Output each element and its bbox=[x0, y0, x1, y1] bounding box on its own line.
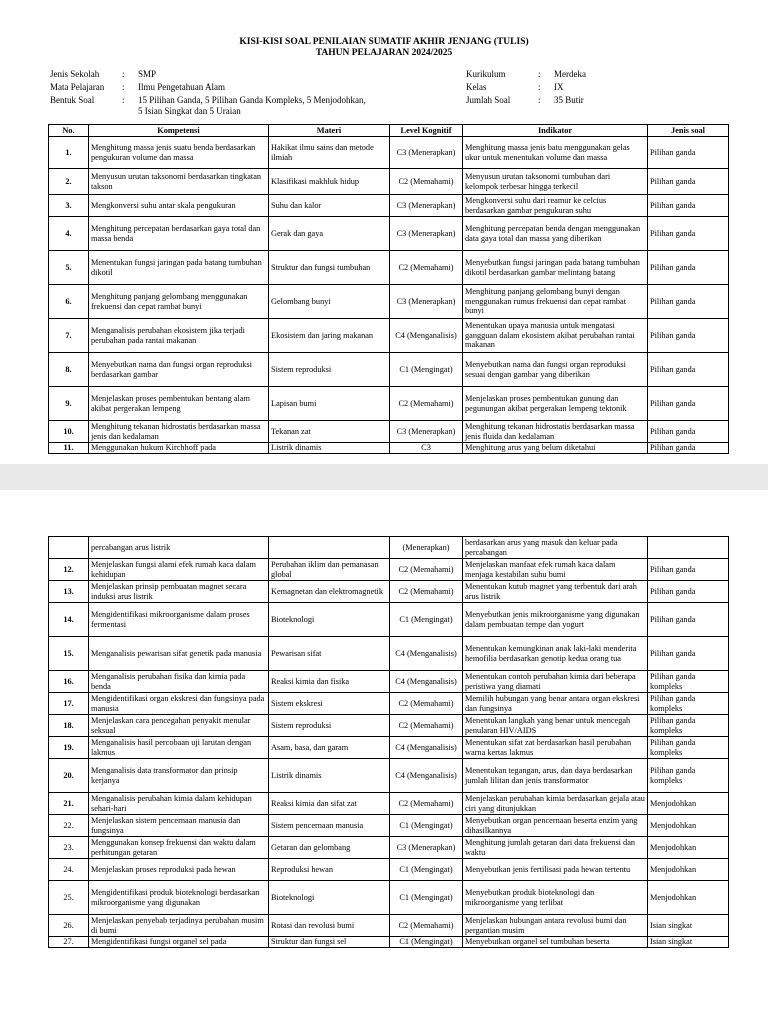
header-no: No. bbox=[49, 125, 89, 137]
info-colon: : bbox=[538, 95, 541, 105]
header-level-kognitif: Level Kognitif bbox=[390, 125, 463, 137]
table-row bbox=[49, 251, 729, 285]
cell-indikator: Menentukan sifat zat berdasarkan hasil perubahan warna kertas lakmus bbox=[463, 737, 648, 759]
cell-jenis-soal bbox=[648, 537, 729, 559]
table-row bbox=[49, 837, 729, 859]
cell-no: 20. bbox=[49, 759, 89, 793]
cell-level-kognitif: C2 (Memahami) bbox=[390, 169, 463, 195]
table-row bbox=[49, 169, 729, 195]
kisi-kisi-table-page-2 bbox=[48, 536, 729, 948]
cell-jenis-soal: Pilihan ganda bbox=[648, 387, 729, 421]
cell-kompetensi: Menggunakan konsep frekuensi dan waktu dalam perhitungan getaran bbox=[89, 837, 269, 859]
cell-no: 23. bbox=[49, 837, 89, 859]
cell-materi: Ekosistem dan jaring makanan bbox=[269, 319, 390, 353]
cell-indikator: berdasarkan arus yang masuk dan keluar pada percabangan bbox=[463, 537, 648, 559]
info-label: Kurikulum bbox=[466, 69, 506, 79]
cell-kompetensi: Menghitung panjang gelombang menggunakan frekuensi dan cepat rambat bunyi bbox=[89, 285, 269, 319]
cell-kompetensi: Menganalisis hasil percobaan uji larutan dengan lakmus bbox=[89, 737, 269, 759]
cell-no: 18. bbox=[49, 715, 89, 737]
cell-jenis-soal: Pilihan ganda kompleks bbox=[648, 737, 729, 759]
info-row bbox=[466, 82, 586, 93]
cell-level-kognitif: C1 (Mengingat) bbox=[390, 881, 463, 915]
cell-no: 21. bbox=[49, 793, 89, 815]
cell-level-kognitif: C2 (Memahami) bbox=[390, 715, 463, 737]
cell-no: 11. bbox=[49, 443, 89, 454]
table-row bbox=[49, 603, 729, 637]
cell-no: 1. bbox=[49, 137, 89, 169]
table-row bbox=[49, 285, 729, 319]
table-row bbox=[49, 421, 729, 443]
cell-indikator: Menghitung tekanan hidrostatis berdasarkan massa jenis fluida dan kedalaman bbox=[463, 421, 648, 443]
cell-materi: Pewarisan sifat bbox=[269, 637, 390, 671]
cell-level-kognitif: C3 (Menerapkan) bbox=[390, 285, 463, 319]
school-info bbox=[48, 67, 368, 119]
cell-jenis-soal: Menjodohkan bbox=[648, 837, 729, 859]
document-subtitle: TAHUN PELAJARAN 2024/2025 bbox=[315, 48, 453, 58]
table-row bbox=[49, 559, 729, 581]
cell-level-kognitif: C3 (Menerapkan) bbox=[390, 421, 463, 443]
cell-level-kognitif: C4 (Menganalisis) bbox=[390, 759, 463, 793]
cell-level-kognitif: (Menerapkan) bbox=[390, 537, 463, 559]
cell-jenis-soal: Menjodohkan bbox=[648, 793, 729, 815]
table-row bbox=[49, 217, 729, 251]
table-row bbox=[49, 915, 729, 937]
cell-indikator: Menentukan kemungkinan anak laki-laki menderita hemofilia berdasarkan genotip kedua orang tua bbox=[463, 637, 648, 671]
cell-indikator: Menentukan tegangan, arus, dan daya berdasarkan jumlah lilitan dan jenis transformator bbox=[463, 759, 648, 793]
cell-kompetensi: Menyusun urutan taksonomi berdasarkan tingkatan takson bbox=[89, 169, 269, 195]
cell-indikator: Menghitung massa jenis batu menggunakan gelas ukur untuk menentukan volume dan massa bbox=[463, 137, 648, 169]
cell-indikator: Memilih hubungan yang benar antara organ ekskresi dan fungsinya bbox=[463, 693, 648, 715]
table-row bbox=[49, 637, 729, 671]
table-row bbox=[49, 815, 729, 837]
cell-no bbox=[49, 537, 89, 559]
table-row bbox=[49, 353, 729, 387]
table-row bbox=[49, 859, 729, 881]
cell-level-kognitif: C2 (Memahami) bbox=[390, 559, 463, 581]
info-value: SMP bbox=[138, 69, 157, 79]
document-page-2 bbox=[0, 490, 768, 1024]
cell-jenis-soal: Pilihan ganda bbox=[648, 285, 729, 319]
cell-materi: Suhu dan kalor bbox=[269, 195, 390, 217]
cell-kompetensi: Menentukan fungsi jaringan pada batang tumbuhan dikotil bbox=[89, 251, 269, 285]
cell-level-kognitif: C3 (Menerapkan) bbox=[390, 195, 463, 217]
cell-materi: Rotasi dan revolusi bumi bbox=[269, 915, 390, 937]
info-row bbox=[50, 82, 366, 93]
cell-level-kognitif: C4 (Menganalisis) bbox=[390, 319, 463, 353]
cell-no: 13. bbox=[49, 581, 89, 603]
cell-no: 16. bbox=[49, 671, 89, 693]
info-row bbox=[50, 69, 366, 80]
cell-indikator: Menentukan kutub magnet yang terbentuk dari arah arus listrik bbox=[463, 581, 648, 603]
info-colon: : bbox=[122, 95, 125, 105]
cell-indikator: Menyebutkan fungsi jaringan pada batang tumbuhan dikotil berdasarkan gambar melintang batang bbox=[463, 251, 648, 285]
cell-jenis-soal: Pilihan ganda bbox=[648, 251, 729, 285]
cell-jenis-soal: Isian singkat bbox=[648, 915, 729, 937]
cell-materi: Hakikat ilmu sains dan metode ilmiah bbox=[269, 137, 390, 169]
cell-no: 6. bbox=[49, 285, 89, 319]
cell-materi: Struktur dan fungsi tumbuhan bbox=[269, 251, 390, 285]
cell-no: 9. bbox=[49, 387, 89, 421]
cell-level-kognitif: C2 (Memahami) bbox=[390, 581, 463, 603]
cell-level-kognitif: C4 (Menganalisis) bbox=[390, 671, 463, 693]
cell-no: 14. bbox=[49, 603, 89, 637]
cell-materi: Getaran dan gelombang bbox=[269, 837, 390, 859]
table-row bbox=[49, 581, 729, 603]
cell-jenis-soal: Pilihan ganda kompleks bbox=[648, 759, 729, 793]
cell-materi: Reproduksi hewan bbox=[269, 859, 390, 881]
cell-level-kognitif: C3 (Menerapkan) bbox=[390, 837, 463, 859]
cell-kompetensi: Menganalisis perubahan fisika dan kimia pada benda bbox=[89, 671, 269, 693]
cell-level-kognitif: C2 (Memahami) bbox=[390, 693, 463, 715]
info-label: Bentuk Soal bbox=[50, 95, 95, 105]
table-row bbox=[49, 793, 729, 815]
info-label: Kelas bbox=[466, 82, 487, 92]
cell-jenis-soal: Pilihan ganda bbox=[648, 353, 729, 387]
table-row bbox=[49, 137, 729, 169]
cell-kompetensi: Menghitung tekanan hidrostatis berdasarkan massa jenis dan kedalaman bbox=[89, 421, 269, 443]
info-row bbox=[50, 95, 366, 117]
cell-no: 22. bbox=[49, 815, 89, 837]
cell-no: 26. bbox=[49, 915, 89, 937]
info-colon: : bbox=[538, 82, 541, 92]
cell-no: 12. bbox=[49, 559, 89, 581]
info-value: IX bbox=[554, 82, 564, 92]
cell-indikator: Menghitung percepatan benda dengan menggunakan data gaya total dan massa yang diberikan bbox=[463, 217, 648, 251]
cell-jenis-soal: Pilihan ganda bbox=[648, 169, 729, 195]
cell-materi: Gerak dan gaya bbox=[269, 217, 390, 251]
cell-level-kognitif: C2 (Memahami) bbox=[390, 793, 463, 815]
table-row bbox=[49, 693, 729, 715]
cell-materi bbox=[269, 537, 390, 559]
cell-no: 2. bbox=[49, 169, 89, 195]
cell-kompetensi: Mengidentifikasi organ ekskresi dan fungsinya pada manusia bbox=[89, 693, 269, 715]
cell-jenis-soal: Menjodohkan bbox=[648, 859, 729, 881]
cell-jenis-soal: Pilihan ganda bbox=[648, 421, 729, 443]
cell-materi: Bioteknologi bbox=[269, 603, 390, 637]
cell-indikator: Menentukan langkah yang benar untuk mencegah penularan HIV/AIDS bbox=[463, 715, 648, 737]
cell-level-kognitif: C2 (Memahami) bbox=[390, 251, 463, 285]
cell-kompetensi: Mengidentifikasi fungsi organel sel pada bbox=[89, 937, 269, 948]
cell-materi: Listrik dinamis bbox=[269, 443, 390, 454]
cell-materi: Gelombang bunyi bbox=[269, 285, 390, 319]
cell-level-kognitif: C3 (Menerapkan) bbox=[390, 137, 463, 169]
cell-jenis-soal: Pilihan ganda bbox=[648, 195, 729, 217]
cell-level-kognitif: C4 (Menganalisis) bbox=[390, 637, 463, 671]
cell-indikator: Menyebutkan organel sel tumbuhan beserta bbox=[463, 937, 648, 948]
cell-materi: Sistem pencernaan manusia bbox=[269, 815, 390, 837]
curriculum-info bbox=[464, 67, 588, 108]
cell-indikator: Menyusun urutan taksonomi tumbuhan dari kelompok terbesar hingga terkecil bbox=[463, 169, 648, 195]
cell-no: 19. bbox=[49, 737, 89, 759]
cell-materi: Klasifikasi makhluk hidup bbox=[269, 169, 390, 195]
cell-jenis-soal: Pilihan ganda bbox=[648, 137, 729, 169]
cell-kompetensi: Mengidentifikasi mikroorganisme dalam proses fermentasi bbox=[89, 603, 269, 637]
cell-indikator: Menentukan upaya manusia untuk mengatasi gangguan dalam ekosistem akibat perubahan rantai makanan bbox=[463, 319, 648, 353]
cell-jenis-soal: Pilihan ganda bbox=[648, 217, 729, 251]
cell-jenis-soal: Pilihan ganda kompleks bbox=[648, 693, 729, 715]
cell-kompetensi: percabangan arus listrik bbox=[89, 537, 269, 559]
cell-materi: Sistem reproduksi bbox=[269, 715, 390, 737]
cell-kompetensi: Menjelaskan penyebab terjadinya perubahan musim di bumi bbox=[89, 915, 269, 937]
cell-jenis-soal: Pilihan ganda bbox=[648, 443, 729, 454]
table-row bbox=[49, 319, 729, 353]
table-row bbox=[49, 937, 729, 948]
cell-no: 7. bbox=[49, 319, 89, 353]
cell-indikator: Menghitung jumlah getaran dari data frekuensi dan waktu bbox=[463, 837, 648, 859]
cell-materi: Lapisan bumi bbox=[269, 387, 390, 421]
cell-jenis-soal: Pilihan ganda bbox=[648, 603, 729, 637]
cell-no: 5. bbox=[49, 251, 89, 285]
table-row bbox=[49, 881, 729, 915]
cell-jenis-soal: Pilihan ganda bbox=[648, 559, 729, 581]
table-row bbox=[49, 537, 729, 559]
cell-indikator: Menentukan contoh perubahan kimia dari beberapa peristiwa yang diamati bbox=[463, 671, 648, 693]
cell-level-kognitif: C4 (Menganalisis) bbox=[390, 737, 463, 759]
cell-jenis-soal: Pilihan ganda kompleks bbox=[648, 671, 729, 693]
cell-jenis-soal: Pilihan ganda bbox=[648, 319, 729, 353]
cell-jenis-soal: Menjodohkan bbox=[648, 881, 729, 915]
info-row bbox=[466, 69, 586, 80]
cell-kompetensi: Menghitung massa jenis suatu benda berdasarkan pengukuran volume dan massa bbox=[89, 137, 269, 169]
cell-kompetensi: Menghitung percepatan berdasarkan gaya total dan massa benda bbox=[89, 217, 269, 251]
info-label: Mata Pelajaran bbox=[50, 82, 105, 92]
cell-indikator: Menghitung panjang gelombang bunyi dengan menggunakan rumus frekuensi dan cepat rambat bunyi bbox=[463, 285, 648, 319]
cell-indikator: Menyebutkan jenis fertilisasi pada hewan tertentu bbox=[463, 859, 648, 881]
cell-kompetensi: Menganalisis data transformator dan prinsip kerjanya bbox=[89, 759, 269, 793]
info-row bbox=[466, 95, 586, 106]
cell-jenis-soal: Pilihan ganda bbox=[648, 581, 729, 603]
cell-level-kognitif: C1 (Mengingat) bbox=[390, 603, 463, 637]
table-header-row bbox=[49, 125, 729, 137]
cell-no: 27. bbox=[49, 937, 89, 948]
info-value-line: 5 Isian Singkat dan 5 Uraian bbox=[138, 106, 241, 116]
cell-kompetensi: Menggunakan hukum Kirchhoff pada bbox=[89, 443, 269, 454]
table-row bbox=[49, 387, 729, 421]
cell-indikator: Menghitung arus yang belum diketahui bbox=[463, 443, 648, 454]
cell-jenis-soal: Isian singkat bbox=[648, 937, 729, 948]
table-row bbox=[49, 195, 729, 217]
cell-indikator: Menjelaskan hubungan antara revolusi bumi dan pergantian musim bbox=[463, 915, 648, 937]
cell-materi: Asam, basa, dan garam bbox=[269, 737, 390, 759]
cell-level-kognitif: C1 (Mengingat) bbox=[390, 937, 463, 948]
cell-level-kognitif: C2 (Memahami) bbox=[390, 915, 463, 937]
header-indikator: Indikator bbox=[463, 125, 648, 137]
cell-level-kognitif: C1 (Mengingat) bbox=[390, 353, 463, 387]
cell-no: 10. bbox=[49, 421, 89, 443]
cell-jenis-soal: Pilihan ganda kompleks bbox=[648, 715, 729, 737]
cell-indikator: Menjelaskan perubahan kimia berdasarkan gejala atau ciri yang ditunjukkan bbox=[463, 793, 648, 815]
cell-materi: Tekanan zat bbox=[269, 421, 390, 443]
table-row bbox=[49, 443, 729, 454]
cell-kompetensi: Menjelaskan cara pencegahan penyakit menular seksual bbox=[89, 715, 269, 737]
info-colon: : bbox=[122, 69, 125, 79]
cell-materi: Reaksi kimia dan sifat zat bbox=[269, 793, 390, 815]
cell-level-kognitif: C2 (Memahami) bbox=[390, 387, 463, 421]
header-jenis-soal: Jenis soal bbox=[648, 125, 729, 137]
cell-indikator: Menyebutkan organ pencernaan beserta enzim yang dihasilkannya bbox=[463, 815, 648, 837]
cell-no: 17. bbox=[49, 693, 89, 715]
cell-materi: Perubahan iklim dan pemanasan global bbox=[269, 559, 390, 581]
header-materi: Materi bbox=[269, 125, 390, 137]
info-value: 35 Butir bbox=[554, 95, 584, 105]
cell-no: 3. bbox=[49, 195, 89, 217]
info-label: Jumlah Soal bbox=[466, 95, 511, 105]
header-kompetensi: Kompetensi bbox=[89, 125, 269, 137]
document-title: KISI-KISI SOAL PENILAIAN SUMATIF AKHIR JENJANG (TULIS) bbox=[239, 37, 529, 47]
document-page-1 bbox=[0, 0, 768, 464]
cell-materi: Sistem ekskresi bbox=[269, 693, 390, 715]
info-colon: : bbox=[538, 69, 541, 79]
cell-indikator: Menjelaskan proses pembentukan gunung dan pegunungan akibat pergerakan lempeng tektonik bbox=[463, 387, 648, 421]
cell-jenis-soal: Pilihan ganda bbox=[648, 637, 729, 671]
cell-indikator: Menyebutkan produk bioteknologi dan mikroorganisme yang terlibat bbox=[463, 881, 648, 915]
cell-kompetensi: Mengidentifikasi produk bioteknologi berdasarkan mikroorganisme yang digunakan bbox=[89, 881, 269, 915]
info-value: Merdeka bbox=[554, 69, 586, 79]
cell-materi: Bioteknologi bbox=[269, 881, 390, 915]
cell-materi: Struktur dan fungsi sel bbox=[269, 937, 390, 948]
cell-kompetensi: Menjelaskan prinsip pembuatan magnet secara induksi arus listrik bbox=[89, 581, 269, 603]
cell-kompetensi: Menyebutkan nama dan fungsi organ reproduksi berdasarkan gambar bbox=[89, 353, 269, 387]
cell-level-kognitif: C3 (Menerapkan) bbox=[390, 217, 463, 251]
cell-kompetensi: Menjelaskan proses reproduksi pada hewan bbox=[89, 859, 269, 881]
info-value: Ilmu Pengetahuan Alam bbox=[138, 82, 225, 92]
cell-kompetensi: Menjelaskan sistem pencernaan manusia dan fungsinya bbox=[89, 815, 269, 837]
cell-no: 4. bbox=[49, 217, 89, 251]
cell-kompetensi: Menganalisis pewarisan sifat genetik pada manusia bbox=[89, 637, 269, 671]
table-row bbox=[49, 759, 729, 793]
cell-materi: Sistem reproduksi bbox=[269, 353, 390, 387]
cell-materi: Kemagnetan dan elektromagnetik bbox=[269, 581, 390, 603]
table-row bbox=[49, 737, 729, 759]
cell-no: 24. bbox=[49, 859, 89, 881]
cell-no: 25. bbox=[49, 881, 89, 915]
cell-indikator: Mengkonversi suhu dari reamur ke celcius berdasarkan gambar pengukuran suhu bbox=[463, 195, 648, 217]
cell-no: 8. bbox=[49, 353, 89, 387]
cell-kompetensi: Mengkonversi suhu antar skala pengukuran bbox=[89, 195, 269, 217]
cell-level-kognitif: C3 bbox=[390, 443, 463, 454]
info-value-line: 15 Pilihan Ganda, 5 Pilihan Ganda Kompleks, 5 Menjodohkan, bbox=[138, 95, 366, 105]
cell-no: 15. bbox=[49, 637, 89, 671]
cell-level-kognitif: C1 (Mengingat) bbox=[390, 815, 463, 837]
cell-jenis-soal: Menjodohkan bbox=[648, 815, 729, 837]
cell-indikator: Menjelaskan manfaat efek rumah kaca dalam menjaga kestabilan suhu bumi bbox=[463, 559, 648, 581]
cell-kompetensi: Menganalisis perubahan ekosistem jika terjadi perubahan pada rantai makanan bbox=[89, 319, 269, 353]
cell-kompetensi: Menjelaskan fungsi alami efek rumah kaca dalam kehidupan bbox=[89, 559, 269, 581]
cell-kompetensi: Menjelaskan proses pembentukan bentang alam akibat pergerakan lempeng bbox=[89, 387, 269, 421]
cell-materi: Reaksi kimia dan fisika bbox=[269, 671, 390, 693]
info-value bbox=[138, 95, 366, 117]
kisi-kisi-table-page-1 bbox=[48, 124, 729, 454]
cell-indikator: Menyebutkan jenis mikroorganisme yang digunakan dalam pembuatan tempe dan yogurt bbox=[463, 603, 648, 637]
info-label: Jenis Sekolah bbox=[50, 69, 100, 79]
cell-indikator: Menyebutkan nama dan fungsi organ reproduksi sesuai dengan gambar yang diberikan bbox=[463, 353, 648, 387]
cell-materi: Listrik dinamis bbox=[269, 759, 390, 793]
table-row bbox=[49, 715, 729, 737]
cell-level-kognitif: C1 (Mengingat) bbox=[390, 859, 463, 881]
table-row bbox=[49, 671, 729, 693]
info-colon: : bbox=[122, 82, 125, 92]
cell-kompetensi: Menganalisis perubahan kimia dalam kehidupan sehari-hari bbox=[89, 793, 269, 815]
